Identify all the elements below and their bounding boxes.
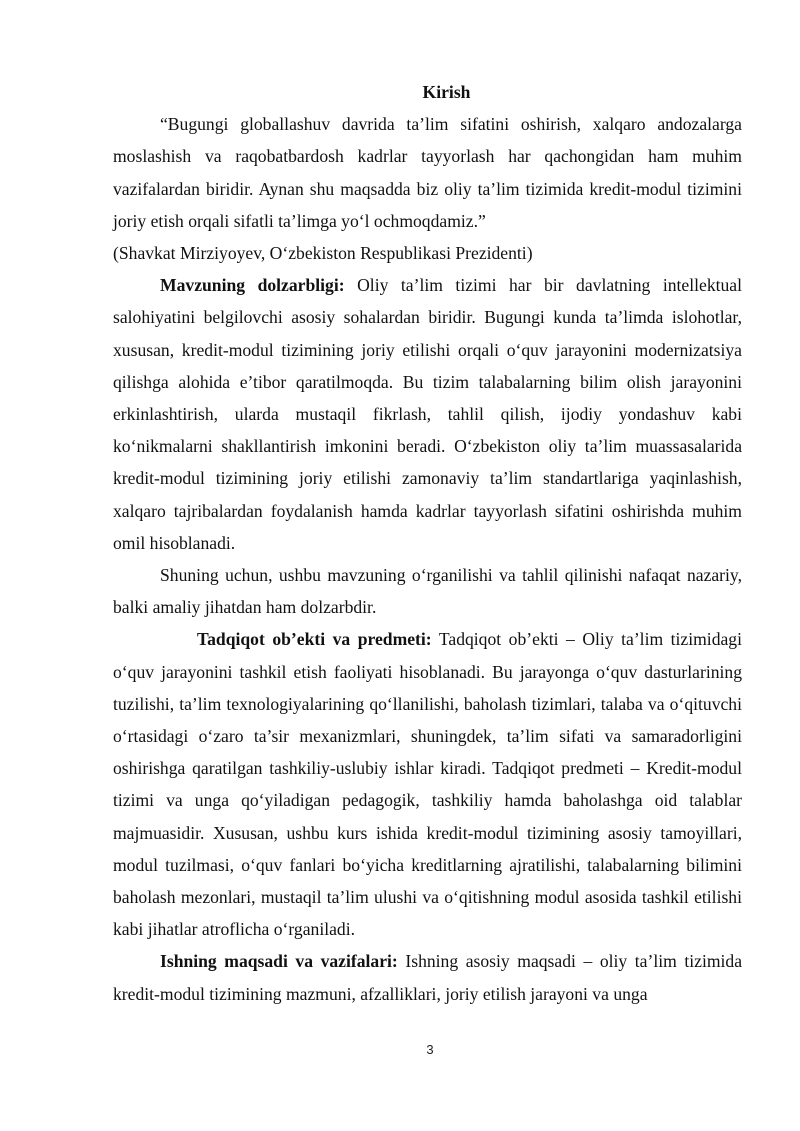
goal-heading: Ishning maqsadi va vazifalari: — [160, 951, 398, 972]
object-subject-paragraph — [113, 623, 742, 945]
relevance-heading: Mavzuning dolzarbligi: — [160, 275, 345, 296]
quote-attribution: (Shavkat Mirziyoyev, O‘zbekiston Respublikasi Prezidenti) — [113, 243, 533, 264]
quote-paragraph — [113, 108, 742, 237]
goal-paragraph — [113, 945, 742, 1009]
object-subject-heading: Tadqiqot ob’ekti va predmeti: — [197, 629, 432, 650]
quote-text: “Bugungi globallashuv davrida ta’lim sifatini oshirish, xalqaro andozalarga moslashish va raqobatbardosh kadrlar tayyorlash har qachongidan ham muhim vazifalardan biridir. Aynan shu maqsadda biz oliy ta’lim tizimida kredit-modul tizimini joriy etish orqali sifatli ta’limga yo‘l ochmoqdamiz.” — [113, 114, 742, 231]
page-number: 3 — [426, 1042, 434, 1057]
relevance-text: Oliy ta’lim tizimi har bir davlatning intellektual salohiyatini belgilovchi asosiy sohalardan biridir. Bugungi kunda ta’limda islohotlar, xususan, kredit-modul tizimining joriy etilishi orqali o‘quv jarayonini modernizatsiya qilishga alohida e’tibor qaratilmoqda. Bu tizim talabalarning bilim olish jarayonini erkinlashtirish, ularda mustaqil fikrlash, tahlil qilish, ijodiy yondashuv kabi ko‘nikmalarni shakllantirish imkonini beradi. O‘zbekiston oliy ta’lim muassasalarida kredit-modul tizimining joriy etilishi zamonaviy ta’lim standartlariga yaqinlashish, xalqaro tajribalardan foydalanish hamda kadrlar tayyorlash sifatini oshirishda muhim omil hisoblanadi. — [113, 275, 742, 553]
therefore-paragraph — [113, 559, 742, 623]
page-content — [113, 76, 742, 1010]
goal-text: Ishning asosiy maqsadi – oliy ta’lim tizimida kredit-modul tizimining mazmuni, afzalliklari, joriy etilish jarayoni va unga — [113, 951, 743, 1004]
section-title: Kirish — [422, 82, 471, 102]
object-subject-text: Tadqiqot ob’ekti – Oliy ta’lim tizimidagi o‘quv jarayonini tashkil etish faoliyati hisoblanadi. Bu jarayonga o‘quv dasturlarining tuzilishi, ta’lim texnologiyalarining qo‘llanilishi, baholash tizimlari, talaba va o‘qituvchi o‘rtasidagi o‘zaro ta’sir mexanizmlari, shuningdek, ta’lim sifati va samaradorligini oshirishga qaratilgan tashkiliy-uslubiy ishlar kiradi. Tadqiqot predmeti – Kredit-modul tizimi va unga qo‘yiladigan pedagogik, tashkiliy hamda baholashga oid talablar majmuasidir. Xususan, ushbu kurs ishida kredit-modul tizimining asosiy tamoyillari, modul tuzilmasi, o‘quv fanlari bo‘yicha kreditlarning ajratilishi, talabalarning bilimini baholash mezonlari, mustaqil ta’lim ulushi va o‘qitishning modul asosida tashkil etilishi kabi jihatlar atroflicha o‘rganiladi. — [113, 629, 742, 940]
relevance-paragraph — [113, 269, 742, 559]
therefore-text: Shuning uchun, ushbu mavzuning o‘rganilishi va tahlil qilinishi nafaqat nazariy, balki amaliy jihatdan ham dolzarbdir. — [113, 565, 742, 618]
